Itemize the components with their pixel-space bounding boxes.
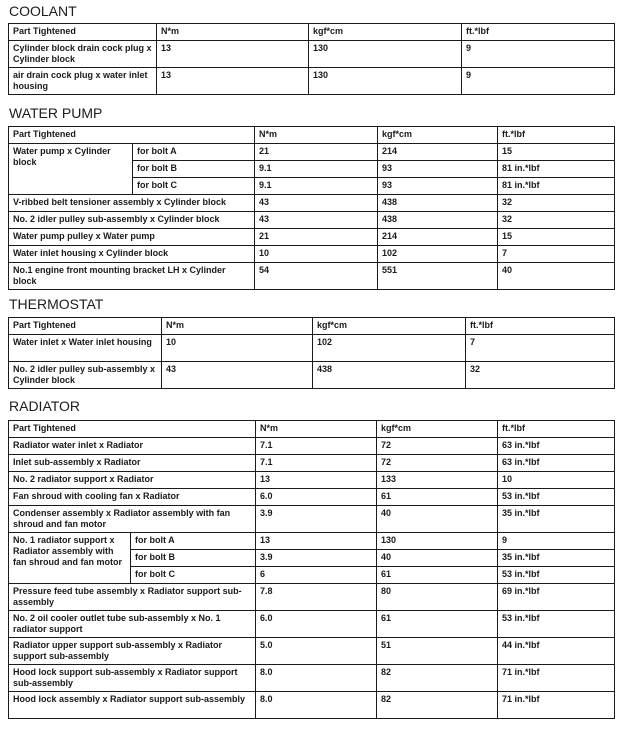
ft-cell: 53 in.*lbf bbox=[498, 489, 615, 506]
water-pump-torque-table bbox=[8, 126, 615, 290]
nm-cell: 9.1 bbox=[255, 178, 378, 195]
nm-cell: 43 bbox=[162, 362, 313, 389]
kgf-cell: 72 bbox=[377, 455, 498, 472]
kgf-cell: 102 bbox=[378, 246, 498, 263]
ft-cell: 15 bbox=[498, 144, 615, 161]
nm-cell: 3.9 bbox=[256, 550, 377, 567]
nm-cell: 5.0 bbox=[256, 638, 377, 665]
part-cell: Hood lock assembly x Radiator support sub-assembly bbox=[9, 692, 256, 719]
part-cell: Water inlet housing x Cylinder block bbox=[9, 246, 255, 263]
section-title-radiator: RADIATOR bbox=[9, 398, 81, 414]
kgf-cell: 438 bbox=[378, 212, 498, 229]
kgf-cell: 214 bbox=[378, 229, 498, 246]
nm-cell: 13 bbox=[256, 533, 377, 550]
ft-cell: 9 bbox=[498, 533, 615, 550]
kgf-cell: 438 bbox=[313, 362, 466, 389]
ft-cell: 40 bbox=[498, 263, 615, 290]
part-cell: Radiator upper support sub-assembly x Radiator support sub-assembly bbox=[9, 638, 256, 665]
kgf-cell: 551 bbox=[378, 263, 498, 290]
table-row bbox=[9, 212, 615, 229]
nm-cell: 43 bbox=[255, 212, 378, 229]
sub-part-cell: for bolt C bbox=[131, 567, 256, 584]
ft-cell: 32 bbox=[498, 195, 615, 212]
ft-cell: 9 bbox=[462, 68, 615, 95]
kgf-cell: 80 bbox=[377, 584, 498, 611]
part-cell: Water inlet x Water inlet housing bbox=[9, 335, 162, 362]
sub-part-cell: for bolt A bbox=[133, 144, 255, 161]
table-row bbox=[9, 584, 615, 611]
table-row bbox=[9, 362, 615, 389]
kgf-cell: 102 bbox=[313, 335, 466, 362]
sub-part-cell: for bolt B bbox=[131, 550, 256, 567]
table-row bbox=[9, 41, 615, 68]
ft-cell: 81 in.*lbf bbox=[498, 178, 615, 195]
header-kgf: kgf*cm bbox=[378, 127, 498, 144]
kgf-cell: 40 bbox=[377, 550, 498, 567]
part-cell: Water pump x Cylinder block bbox=[9, 144, 133, 195]
table-row bbox=[9, 472, 615, 489]
kgf-cell: 72 bbox=[377, 438, 498, 455]
ft-cell: 71 in.*lbf bbox=[498, 665, 615, 692]
ft-cell: 7 bbox=[498, 246, 615, 263]
ft-cell: 32 bbox=[498, 212, 615, 229]
table-row bbox=[9, 611, 615, 638]
kgf-cell: 438 bbox=[378, 195, 498, 212]
header-part: Part Tightened bbox=[9, 127, 255, 144]
nm-cell: 8.0 bbox=[256, 665, 377, 692]
nm-cell: 7.8 bbox=[256, 584, 377, 611]
kgf-cell: 82 bbox=[377, 665, 498, 692]
part-cell: air drain cock plug x water inlet housing bbox=[9, 68, 157, 95]
part-cell: No. 1 radiator support x Radiator assembly with fan shroud and fan motor bbox=[9, 533, 131, 584]
part-cell: Water pump pulley x Water pump bbox=[9, 229, 255, 246]
header-nm: N*m bbox=[256, 421, 377, 438]
part-cell: Pressure feed tube assembly x Radiator support sub-assembly bbox=[9, 584, 256, 611]
nm-cell: 3.9 bbox=[256, 506, 377, 533]
part-cell: No. 2 radiator support x Radiator bbox=[9, 472, 256, 489]
section-title-water-pump: WATER PUMP bbox=[9, 105, 103, 121]
header-nm: N*m bbox=[157, 24, 309, 41]
table-header-row bbox=[9, 318, 615, 335]
table-row bbox=[9, 489, 615, 506]
nm-cell: 43 bbox=[255, 195, 378, 212]
kgf-cell: 214 bbox=[378, 144, 498, 161]
table-row bbox=[9, 455, 615, 472]
part-cell: V-ribbed belt tensioner assembly x Cylinder block bbox=[9, 195, 255, 212]
kgf-cell: 82 bbox=[377, 692, 498, 719]
header-nm: N*m bbox=[162, 318, 313, 335]
header-ft: ft.*lbf bbox=[498, 127, 615, 144]
nm-cell: 6 bbox=[256, 567, 377, 584]
header-part: Part Tightened bbox=[9, 24, 157, 41]
part-cell: Cylinder block drain cock plug x Cylinder block bbox=[9, 41, 157, 68]
header-kgf: kgf*cm bbox=[309, 24, 462, 41]
kgf-cell: 130 bbox=[309, 68, 462, 95]
nm-cell: 7.1 bbox=[256, 438, 377, 455]
ft-cell: 44 in.*lbf bbox=[498, 638, 615, 665]
kgf-cell: 93 bbox=[378, 161, 498, 178]
ft-cell: 63 in.*lbf bbox=[498, 438, 615, 455]
ft-cell: 35 in.*lbf bbox=[498, 506, 615, 533]
ft-cell: 10 bbox=[498, 472, 615, 489]
nm-cell: 21 bbox=[255, 229, 378, 246]
sub-part-cell: for bolt C bbox=[133, 178, 255, 195]
table-row bbox=[9, 229, 615, 246]
table-row bbox=[9, 195, 615, 212]
nm-cell: 10 bbox=[162, 335, 313, 362]
ft-cell: 71 in.*lbf bbox=[498, 692, 615, 719]
ft-cell: 63 in.*lbf bbox=[498, 455, 615, 472]
section-title-thermostat: THERMOSTAT bbox=[9, 296, 104, 312]
ft-cell: 32 bbox=[466, 362, 615, 389]
nm-cell: 6.0 bbox=[256, 489, 377, 506]
part-cell: Inlet sub-assembly x Radiator bbox=[9, 455, 256, 472]
table-row bbox=[9, 68, 615, 95]
table-header-row bbox=[9, 24, 615, 41]
nm-cell: 13 bbox=[157, 68, 309, 95]
part-cell: No.1 engine front mounting bracket LH x Cylinder block bbox=[9, 263, 255, 290]
radiator-torque-table bbox=[8, 420, 615, 719]
ft-cell: 53 in.*lbf bbox=[498, 567, 615, 584]
table-row bbox=[9, 692, 615, 719]
table-row bbox=[9, 638, 615, 665]
nm-cell: 54 bbox=[255, 263, 378, 290]
kgf-cell: 51 bbox=[377, 638, 498, 665]
header-part: Part Tightened bbox=[9, 318, 162, 335]
ft-cell: 7 bbox=[466, 335, 615, 362]
kgf-cell: 133 bbox=[377, 472, 498, 489]
ft-cell: 35 in.*lbf bbox=[498, 550, 615, 567]
ft-cell: 9 bbox=[462, 41, 615, 68]
ft-cell: 53 in.*lbf bbox=[498, 611, 615, 638]
part-cell: Fan shroud with cooling fan x Radiator bbox=[9, 489, 256, 506]
part-cell: No. 2 idler pulley sub-assembly x Cylinder block bbox=[9, 212, 255, 229]
table-row bbox=[9, 438, 615, 455]
nm-cell: 6.0 bbox=[256, 611, 377, 638]
section-title-coolant: COOLANT bbox=[9, 3, 77, 19]
ft-cell: 15 bbox=[498, 229, 615, 246]
kgf-cell: 130 bbox=[309, 41, 462, 68]
coolant-torque-table bbox=[8, 23, 615, 95]
nm-cell: 7.1 bbox=[256, 455, 377, 472]
header-kgf: kgf*cm bbox=[313, 318, 466, 335]
kgf-cell: 93 bbox=[378, 178, 498, 195]
table-row bbox=[9, 246, 615, 263]
header-ft: ft.*lbf bbox=[498, 421, 615, 438]
nm-cell: 10 bbox=[255, 246, 378, 263]
header-kgf: kgf*cm bbox=[377, 421, 498, 438]
sub-part-cell: for bolt B bbox=[133, 161, 255, 178]
table-header-row bbox=[9, 127, 615, 144]
table-row bbox=[9, 533, 615, 550]
thermostat-torque-table bbox=[8, 317, 615, 389]
ft-cell: 69 in.*lbf bbox=[498, 584, 615, 611]
nm-cell: 21 bbox=[255, 144, 378, 161]
header-ft: ft.*lbf bbox=[466, 318, 615, 335]
part-cell: Condenser assembly x Radiator assembly with fan shroud and fan motor bbox=[9, 506, 256, 533]
part-cell: Radiator water inlet x Radiator bbox=[9, 438, 256, 455]
nm-cell: 8.0 bbox=[256, 692, 377, 719]
kgf-cell: 61 bbox=[377, 489, 498, 506]
nm-cell: 13 bbox=[256, 472, 377, 489]
part-cell: No. 2 oil cooler outlet tube sub-assembly x No. 1 radiator support bbox=[9, 611, 256, 638]
table-row bbox=[9, 665, 615, 692]
nm-cell: 9.1 bbox=[255, 161, 378, 178]
kgf-cell: 61 bbox=[377, 567, 498, 584]
header-part: Part Tightened bbox=[9, 421, 256, 438]
ft-cell: 81 in.*lbf bbox=[498, 161, 615, 178]
table-row bbox=[9, 144, 615, 161]
kgf-cell: 61 bbox=[377, 611, 498, 638]
header-ft: ft.*lbf bbox=[462, 24, 615, 41]
table-row bbox=[9, 263, 615, 290]
header-nm: N*m bbox=[255, 127, 378, 144]
table-row bbox=[9, 506, 615, 533]
part-cell: No. 2 idler pulley sub-assembly x Cylinder block bbox=[9, 362, 162, 389]
kgf-cell: 130 bbox=[377, 533, 498, 550]
sub-part-cell: for bolt A bbox=[131, 533, 256, 550]
part-cell: Hood lock support sub-assembly x Radiator support sub-assembly bbox=[9, 665, 256, 692]
table-header-row bbox=[9, 421, 615, 438]
table-row bbox=[9, 335, 615, 362]
nm-cell: 13 bbox=[157, 41, 309, 68]
kgf-cell: 40 bbox=[377, 506, 498, 533]
